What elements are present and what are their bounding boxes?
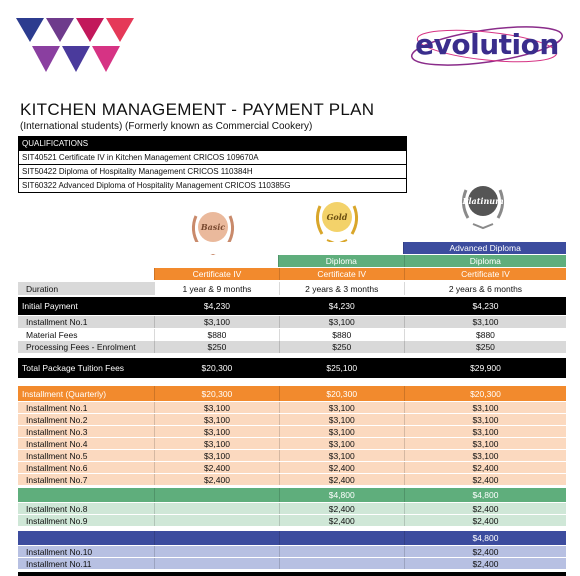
- table-row: Installment No.8 $2,400 $2,400: [18, 503, 566, 514]
- bottom-bar: [18, 572, 566, 576]
- basic-badge: Basic: [188, 206, 238, 261]
- evolution-logo: [407, 20, 567, 72]
- quarterly-row: Installment (Quarterly) $20,300 $20,300 $20,300: [18, 386, 566, 401]
- evolution-wordmark: evolution: [415, 28, 559, 61]
- table-row: Installment No.9 $2,400 $2,400: [18, 515, 566, 526]
- table-row: Material Fees $880 $880 $880: [18, 329, 566, 341]
- table-row: Installment No.3 $3,100 $3,100 $3,100: [18, 426, 566, 437]
- table-row: Installment No.6 $2,400 $2,400 $2,400: [18, 462, 566, 473]
- diploma-subtotal-row: $4,800 $4,800: [18, 488, 566, 502]
- table-row: Installment No.1 $3,100 $3,100 $3,100: [18, 402, 566, 413]
- initial-payment-row: Initial Payment $4,230 $4,230 $4,230: [18, 297, 566, 315]
- qualifications-heading: QUALIFICATIONS: [19, 137, 406, 150]
- header-row-diploma: Diploma Diploma: [18, 255, 566, 267]
- page-subtitle: (International students) (Formerly known as Commercial Cookery): [20, 121, 313, 132]
- qualification-row: SIT60322 Advanced Diploma of Hospitality Management CRICOS 110385G: [19, 178, 406, 192]
- header-row-cert: Certificate IV Certificate IV Certificate IV: [18, 268, 566, 280]
- qualifications-table: [18, 136, 407, 193]
- gold-badge: Gold: [312, 196, 362, 251]
- qualification-row: SIT50422 Diploma of Hospitality Management CRICOS 110384H: [19, 164, 406, 178]
- advanced-subtotal-row: $4,800: [18, 531, 566, 545]
- page-title: KITCHEN MANAGEMENT - PAYMENT PLAN: [20, 100, 375, 119]
- header-row-advanced: Advanced Diploma: [18, 242, 566, 254]
- duration-row: Duration 1 year & 9 months 2 years & 3 months 2 years & 6 months: [18, 282, 566, 295]
- table-row: Installment No.7 $2,400 $2,400 $2,400: [18, 474, 566, 485]
- qualification-row: SIT40521 Certificate IV in Kitchen Management CRICOS 109670A: [19, 150, 406, 164]
- table-row: Installment No.10 $2,400: [18, 546, 566, 557]
- total-fees-row: Total Package Tuition Fees $20,300 $25,100 $29,900: [18, 358, 566, 378]
- table-row: Installment No.11 $2,400: [18, 558, 566, 569]
- brand-triangles-logo: [16, 16, 138, 76]
- table-row: Processing Fees - Enrolment $250 $250 $250: [18, 341, 566, 353]
- table-row: Installment No.1 $3,100 $3,100 $3,100: [18, 316, 566, 328]
- table-row: Installment No.4 $3,100 $3,100 $3,100: [18, 438, 566, 449]
- table-row: Installment No.2 $3,100 $3,100 $3,100: [18, 414, 566, 425]
- table-row: Installment No.5 $3,100 $3,100 $3,100: [18, 450, 566, 461]
- platinum-badge: Platinum: [458, 180, 508, 235]
